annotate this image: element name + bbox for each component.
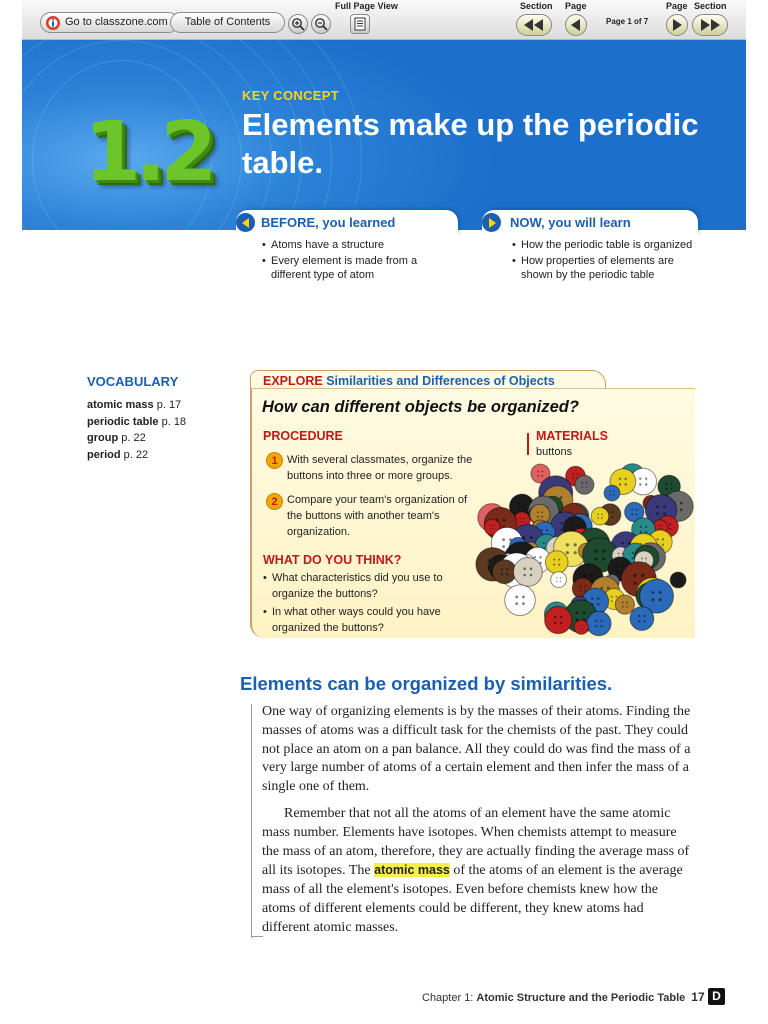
now-arrow-icon bbox=[482, 213, 501, 232]
button-hole bbox=[530, 574, 533, 577]
button-hole bbox=[662, 538, 664, 540]
button-hole bbox=[493, 525, 494, 526]
button-hole bbox=[534, 556, 536, 558]
button-hole bbox=[541, 511, 543, 513]
button-hole bbox=[501, 573, 503, 575]
button-hole bbox=[522, 602, 525, 605]
button-hole bbox=[661, 528, 662, 529]
button-hole bbox=[645, 526, 647, 528]
button-hole bbox=[657, 538, 659, 540]
button-hole bbox=[546, 529, 548, 531]
now-item-1: • How the periodic table is organized bbox=[512, 238, 702, 252]
unit-badge: D bbox=[708, 988, 725, 1005]
button-hole bbox=[561, 522, 564, 525]
button-hole bbox=[597, 517, 599, 519]
button-hole bbox=[611, 511, 613, 513]
buttons-photo bbox=[452, 430, 712, 655]
button-hole bbox=[601, 620, 603, 622]
page-title: Elements make up the periodic table. bbox=[242, 107, 699, 180]
button-hole bbox=[663, 505, 666, 508]
button-hole bbox=[584, 585, 586, 587]
button-hole bbox=[659, 591, 662, 594]
now-item-2: • How properties of elements are shown by the periodic table bbox=[512, 254, 702, 282]
button-hole bbox=[523, 567, 526, 570]
button-hole bbox=[632, 557, 634, 559]
section-label-left: Section bbox=[520, 1, 553, 11]
sewing-button-6 bbox=[575, 475, 594, 494]
button-hole bbox=[506, 568, 508, 570]
button-hole bbox=[542, 471, 544, 473]
button-hole bbox=[597, 597, 599, 599]
button-hole bbox=[594, 550, 597, 553]
sewing-button-77 bbox=[551, 572, 567, 588]
next-page-button[interactable] bbox=[666, 14, 688, 36]
explore-question: How can different objects be organized? bbox=[262, 398, 579, 416]
key-concept-label: KEY CONCEPT bbox=[242, 88, 339, 103]
button-hole bbox=[503, 519, 506, 522]
button-hole bbox=[542, 475, 544, 477]
double-right-arrow-icon bbox=[700, 19, 720, 31]
sewing-button-86 bbox=[505, 585, 536, 616]
sewing-button-73 bbox=[492, 560, 516, 584]
button-hole bbox=[539, 556, 541, 558]
button-hole bbox=[541, 516, 543, 518]
materials-text: buttons bbox=[536, 446, 573, 458]
think-item-1: • What characteristics did you use to organize the buttons? bbox=[263, 570, 453, 602]
button-hole bbox=[595, 620, 597, 622]
button-hole bbox=[558, 559, 560, 561]
button-hole bbox=[601, 587, 604, 590]
button-hole bbox=[530, 567, 533, 570]
button-hole bbox=[502, 545, 505, 548]
procedure-title: PROCEDURE bbox=[263, 429, 343, 443]
button-hole bbox=[518, 508, 520, 510]
button-hole bbox=[633, 582, 636, 585]
button-hole bbox=[580, 590, 582, 592]
button-hole bbox=[616, 565, 618, 567]
button-hole bbox=[607, 587, 610, 590]
sewing-button-93 bbox=[545, 606, 572, 633]
button-hole bbox=[651, 591, 654, 594]
vocabulary-list bbox=[87, 397, 186, 463]
button-hole bbox=[625, 478, 627, 480]
vocabulary-item-1[interactable]: atomic mass p. 17 bbox=[87, 399, 182, 411]
button-hole bbox=[574, 543, 577, 546]
button-hole bbox=[574, 551, 577, 554]
button-hole bbox=[680, 508, 683, 511]
button-hole bbox=[616, 571, 618, 573]
button-hole bbox=[583, 611, 586, 614]
button-hole bbox=[636, 509, 638, 511]
think-item-2: • In what other ways could you have organized the buttons? bbox=[263, 604, 453, 636]
button-hole bbox=[572, 473, 574, 475]
zoom-out-button[interactable] bbox=[311, 14, 331, 34]
vocabulary-item-4[interactable]: period p. 22 bbox=[87, 448, 149, 461]
button-hole bbox=[625, 483, 627, 485]
sewing-button-22 bbox=[591, 507, 609, 525]
before-item-1: • Atoms have a structure bbox=[262, 238, 432, 252]
button-hole bbox=[621, 542, 624, 545]
button-hole bbox=[591, 597, 593, 599]
button-hole bbox=[506, 573, 508, 575]
button-hole bbox=[572, 478, 574, 480]
button-hole bbox=[622, 565, 624, 567]
button-hole bbox=[601, 514, 603, 516]
button-hole bbox=[554, 622, 556, 624]
button-hole bbox=[626, 606, 628, 608]
button-hole bbox=[519, 521, 521, 523]
button-hole bbox=[651, 598, 654, 601]
button-hole bbox=[641, 574, 644, 577]
button-hole bbox=[493, 528, 494, 529]
button-hole bbox=[643, 615, 645, 617]
button-hole bbox=[576, 524, 578, 526]
button-hole bbox=[666, 488, 668, 490]
button-hole bbox=[524, 508, 526, 510]
previous-section-button[interactable] bbox=[516, 14, 552, 36]
button-hole bbox=[561, 528, 564, 531]
button-hole bbox=[560, 581, 561, 582]
zoom-out-icon bbox=[314, 17, 328, 31]
sewing-button-9 bbox=[604, 485, 620, 501]
button-hole bbox=[656, 512, 659, 515]
step-1-text: With several classmates, organize the buttons into three or more groups. bbox=[287, 454, 473, 482]
button-hole bbox=[619, 483, 621, 485]
atomic-mass-term: atomic mass bbox=[374, 863, 450, 878]
button-hole bbox=[676, 581, 677, 582]
button-hole bbox=[543, 542, 545, 544]
section-heading: Elements can be organized by similarities. bbox=[240, 673, 613, 694]
explore-heading: EXPLORE Similarities and Differences of Objects bbox=[263, 374, 555, 388]
before-list bbox=[262, 238, 432, 284]
button-hole bbox=[597, 514, 599, 516]
button-hole bbox=[638, 620, 640, 622]
page-number: 17 bbox=[691, 990, 705, 1004]
button-hole bbox=[519, 518, 521, 520]
button-hole bbox=[523, 521, 525, 523]
button-hole bbox=[622, 606, 624, 608]
table-of-contents-label: Table of Contents bbox=[184, 16, 271, 28]
button-hole bbox=[640, 531, 642, 533]
button-hole bbox=[645, 531, 647, 533]
left-arrow-icon bbox=[571, 19, 581, 31]
button-hole bbox=[622, 602, 624, 604]
button-hole bbox=[636, 513, 638, 515]
next-section-button[interactable] bbox=[692, 14, 728, 36]
button-hole bbox=[556, 581, 557, 582]
before-arrow-icon bbox=[236, 213, 255, 232]
button-hole bbox=[618, 553, 620, 555]
step-2-text: Compare your team's organization of the buttons with another team's organization. bbox=[287, 494, 468, 538]
button-hole bbox=[658, 525, 659, 526]
button-hole bbox=[584, 590, 586, 592]
sewing-button-95 bbox=[574, 620, 588, 634]
sewing-button-94 bbox=[587, 611, 611, 635]
button-hole bbox=[669, 523, 671, 525]
button-hole bbox=[566, 551, 569, 554]
button-hole bbox=[594, 557, 597, 560]
button-hole bbox=[522, 596, 525, 599]
button-hole bbox=[501, 568, 503, 570]
button-hole bbox=[566, 543, 569, 546]
body-rule bbox=[251, 704, 252, 938]
button-hole bbox=[666, 483, 668, 485]
go-to-classzone-label: Go to classzone.com bbox=[65, 16, 168, 28]
page-footer: Chapter 1: Atomic Structure and the Periodic Table 17 bbox=[422, 990, 705, 1004]
button-hole bbox=[645, 558, 647, 560]
button-hole bbox=[560, 577, 561, 578]
vocabulary-item-2[interactable]: periodic table p. 18 bbox=[87, 415, 187, 428]
concept-number: 1.2 bbox=[84, 105, 212, 200]
what-do-you-think-list bbox=[263, 570, 453, 638]
page-indicator: Page 1 of 7 bbox=[606, 17, 649, 26]
vocabulary-item-3[interactable]: group p. 22 bbox=[87, 432, 146, 444]
previous-page-button[interactable] bbox=[565, 14, 587, 36]
button-hole bbox=[581, 486, 583, 488]
button-hole bbox=[610, 494, 611, 495]
body-paragraph-1: One way of organizing elements is by the masses of their atoms. Finding the masses of atoms was a difficult task for the chemists of the past. They could not place an atom on a pan balance. All they could do was find the mass of a very large number of atoms of a certain element and then infer the mass of a single one of them. bbox=[262, 704, 691, 795]
button-hole bbox=[643, 620, 645, 622]
button-hole bbox=[658, 528, 659, 529]
right-arrow-icon bbox=[672, 19, 682, 31]
button-hole bbox=[631, 509, 633, 511]
button-hole bbox=[595, 625, 597, 627]
button-hole bbox=[656, 505, 659, 508]
button-hole bbox=[616, 596, 618, 598]
button-hole bbox=[530, 536, 533, 539]
button-hole bbox=[518, 503, 520, 505]
button-hole bbox=[579, 628, 580, 629]
button-hole bbox=[553, 564, 555, 566]
button-hole bbox=[579, 625, 580, 626]
table-of-contents-button[interactable] bbox=[170, 12, 285, 33]
info-icon bbox=[45, 15, 61, 31]
step-2-number: 2 bbox=[266, 493, 283, 510]
button-hole bbox=[524, 503, 526, 505]
button-hole bbox=[537, 511, 539, 513]
button-hole bbox=[662, 544, 664, 546]
vocabulary-title: VOCABULARY bbox=[87, 374, 179, 389]
go-to-classzone-button[interactable] bbox=[40, 12, 179, 33]
button-hole bbox=[602, 550, 605, 553]
zoom-in-icon bbox=[291, 17, 305, 31]
button-hole bbox=[586, 482, 588, 484]
button-hole bbox=[502, 538, 505, 541]
button-hole bbox=[661, 525, 662, 526]
button-hole bbox=[590, 574, 593, 577]
button-hole bbox=[639, 478, 641, 480]
sewing-button-74 bbox=[514, 558, 543, 587]
page-view-icon bbox=[354, 17, 366, 31]
button-hole bbox=[611, 596, 613, 598]
full-page-view-button[interactable] bbox=[350, 14, 370, 34]
button-hole bbox=[576, 611, 579, 614]
button-hole bbox=[671, 488, 673, 490]
button-hole bbox=[659, 598, 662, 601]
sewing-button-92 bbox=[630, 607, 654, 631]
button-hole bbox=[613, 494, 614, 495]
button-hole bbox=[556, 577, 557, 578]
button-hole bbox=[619, 478, 621, 480]
button-hole bbox=[560, 616, 562, 618]
button-hole bbox=[523, 574, 526, 577]
button-hole bbox=[611, 516, 613, 518]
button-hole bbox=[571, 524, 573, 526]
button-hole bbox=[553, 559, 555, 561]
button-hole bbox=[645, 483, 647, 485]
step-1-number: 1 bbox=[266, 452, 283, 469]
sewing-button-88 bbox=[615, 595, 634, 614]
button-hole bbox=[645, 478, 647, 480]
button-hole bbox=[611, 600, 613, 602]
button-hole bbox=[676, 578, 677, 579]
now-list bbox=[512, 238, 702, 284]
button-hole bbox=[639, 483, 641, 485]
what-do-you-think-title: WHAT DO YOU THINK? bbox=[263, 553, 402, 567]
button-hole bbox=[582, 625, 583, 626]
sewing-button-64 bbox=[545, 551, 568, 574]
navigation-toolbar bbox=[22, 0, 746, 40]
button-hole bbox=[633, 574, 636, 577]
button-hole bbox=[597, 603, 599, 605]
button-hole bbox=[679, 581, 680, 582]
page-label-left: Page bbox=[565, 1, 587, 11]
button-hole bbox=[602, 557, 605, 560]
zoom-in-button[interactable] bbox=[288, 14, 308, 34]
button-hole bbox=[613, 491, 614, 492]
full-page-view-label: Full Page View bbox=[335, 1, 398, 11]
page-label-right: Page bbox=[666, 1, 688, 11]
button-hole bbox=[601, 517, 603, 519]
before-item-2: • Every element is made from a different type of atom bbox=[262, 254, 432, 282]
button-hole bbox=[577, 473, 579, 475]
section-label-right: Section bbox=[694, 1, 727, 11]
button-hole bbox=[523, 518, 525, 520]
button-hole bbox=[669, 528, 671, 530]
button-hole bbox=[671, 483, 673, 485]
now-heading: NOW, you will learn bbox=[510, 215, 631, 230]
button-hole bbox=[554, 616, 556, 618]
button-hole bbox=[583, 574, 586, 577]
button-hole bbox=[515, 602, 518, 605]
button-hole bbox=[580, 585, 582, 587]
button-hole bbox=[601, 625, 603, 627]
button-hole bbox=[663, 512, 666, 515]
button-hole bbox=[515, 596, 518, 599]
button-hole bbox=[631, 513, 633, 515]
button-hole bbox=[541, 529, 543, 531]
button-hole bbox=[640, 526, 642, 528]
button-hole bbox=[638, 615, 640, 617]
button-hole bbox=[537, 471, 539, 473]
before-heading: BEFORE, you learned bbox=[261, 215, 396, 230]
button-hole bbox=[581, 482, 583, 484]
button-hole bbox=[626, 602, 628, 604]
double-left-arrow-icon bbox=[524, 19, 544, 31]
button-hole bbox=[582, 628, 583, 629]
materials-title: MATERIALS bbox=[536, 429, 608, 443]
button-hole bbox=[537, 516, 539, 518]
button-hole bbox=[610, 491, 611, 492]
sewing-button-78 bbox=[670, 572, 686, 588]
button-hole bbox=[586, 486, 588, 488]
button-hole bbox=[560, 622, 562, 624]
button-hole bbox=[680, 502, 683, 505]
button-hole bbox=[632, 552, 634, 554]
button-hole bbox=[641, 558, 643, 560]
button-hole bbox=[537, 475, 539, 477]
button-hole bbox=[490, 528, 491, 529]
button-hole bbox=[490, 525, 491, 526]
body-paragraph-2: Remember that not all the atoms of an element have the same atomic mass number. Elements have isotopes. When chemists attempt to measure the mass of an atom, therefore, they are actually finding the average mass of all its isotopes. The atomic mass of the atoms of an element is the average mass of all the element's isotopes. Even before chemists knew how the atoms of different elements could be different, they knew atoms had different atomic masses. bbox=[262, 806, 690, 935]
button-hole bbox=[679, 578, 680, 579]
button-hole bbox=[558, 564, 560, 566]
